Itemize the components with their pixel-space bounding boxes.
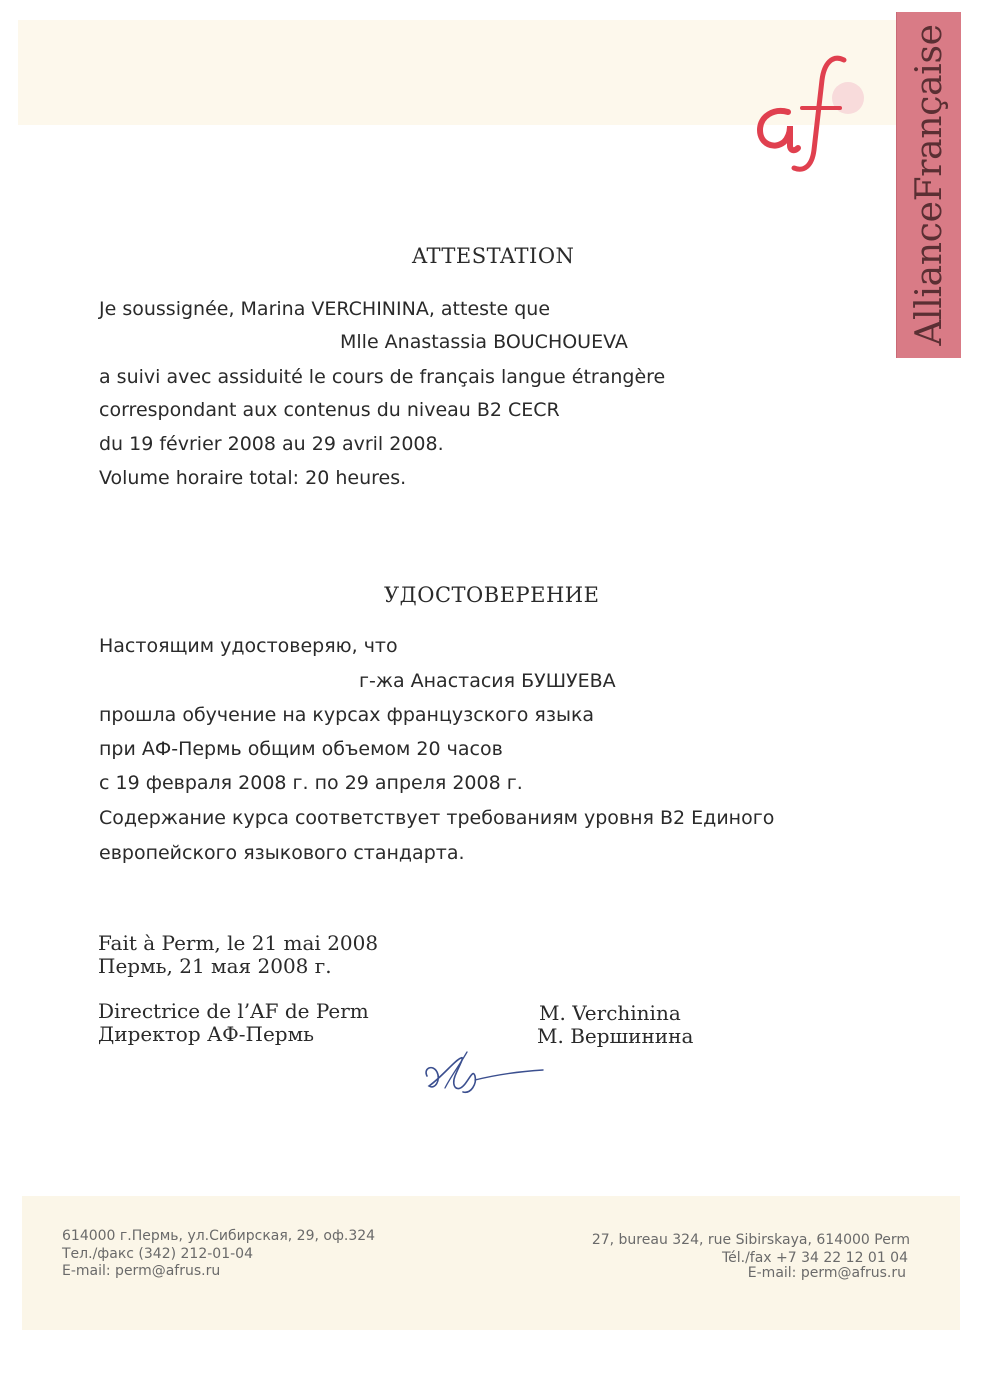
certificate-line-3: при АФ-Пермь общим объемом 20 часов bbox=[99, 738, 503, 760]
certificate-line-6: европейского языкового стандарта. bbox=[99, 842, 465, 864]
attestation-student: Mlle Anastassia BOUCHOUEVA bbox=[340, 331, 628, 353]
place-date-fr: Fait à Perm, le 21 mai 2008 bbox=[98, 931, 379, 955]
attestation-line-4: du 19 février 2008 au 29 avril 2008. bbox=[99, 433, 444, 455]
attestation-line-1: Je soussignée, Marina VERCHININA, atteste que bbox=[99, 298, 551, 320]
signatory-role-ru: Директор АФ-Пермь bbox=[98, 1022, 315, 1046]
footer-address-ru: 614000 г.Пермь, ул.Сибирская, 29, оф.324 bbox=[62, 1228, 376, 1244]
handwritten-signature bbox=[415, 1046, 555, 1106]
attestation-line-3: correspondant aux contenus du niveau B2 CECR bbox=[99, 399, 560, 421]
place-date-ru: Пермь, 21 мая 2008 г. bbox=[98, 954, 332, 978]
certificate-line-1: Настоящим удостоверяю, что bbox=[99, 635, 398, 657]
signatory-role-fr: Directrice de l’AF de Perm bbox=[98, 999, 369, 1023]
brand-band bbox=[896, 12, 961, 358]
certificate-title: УДОСТОВЕРЕНИЕ bbox=[384, 583, 600, 607]
brand-name: AllianceFrançaise bbox=[908, 24, 950, 346]
alliance-francaise-logo bbox=[748, 50, 868, 180]
certificate-line-4: с 19 февраля 2008 г. по 29 апреля 2008 г. bbox=[99, 772, 523, 794]
footer-email-fr: E-mail: perm@afrus.ru bbox=[747, 1265, 906, 1281]
signatory-name-ru: М. Вершинина bbox=[537, 1024, 694, 1048]
attestation-line-2: a suivi avec assiduité le cours de français langue étrangère bbox=[99, 366, 666, 388]
footer-phone-fr: Tél./fax +7 34 22 12 01 04 bbox=[721, 1250, 908, 1266]
footer-phone-ru: Тел./факс (342) 212-01-04 bbox=[62, 1246, 253, 1262]
footer-address-fr: 27, bureau 324, rue Sibirskaya, 614000 Perm bbox=[591, 1232, 910, 1248]
footer-email-ru: E-mail: perm@afrus.ru bbox=[62, 1263, 221, 1279]
attestation-line-5: Volume horaire total: 20 heures. bbox=[99, 467, 407, 489]
attestation-title: ATTESTATION bbox=[412, 244, 575, 268]
certificate-student: г-жа Анастасия БУШУЕВА bbox=[359, 670, 616, 692]
certificate-line-5: Содержание курса соответствует требованиям уровня В2 Единого bbox=[99, 807, 775, 829]
certificate-line-2: прошла обучение на курсах французского языка bbox=[99, 704, 595, 726]
signatory-name-fr: M. Verchinina bbox=[539, 1001, 681, 1025]
